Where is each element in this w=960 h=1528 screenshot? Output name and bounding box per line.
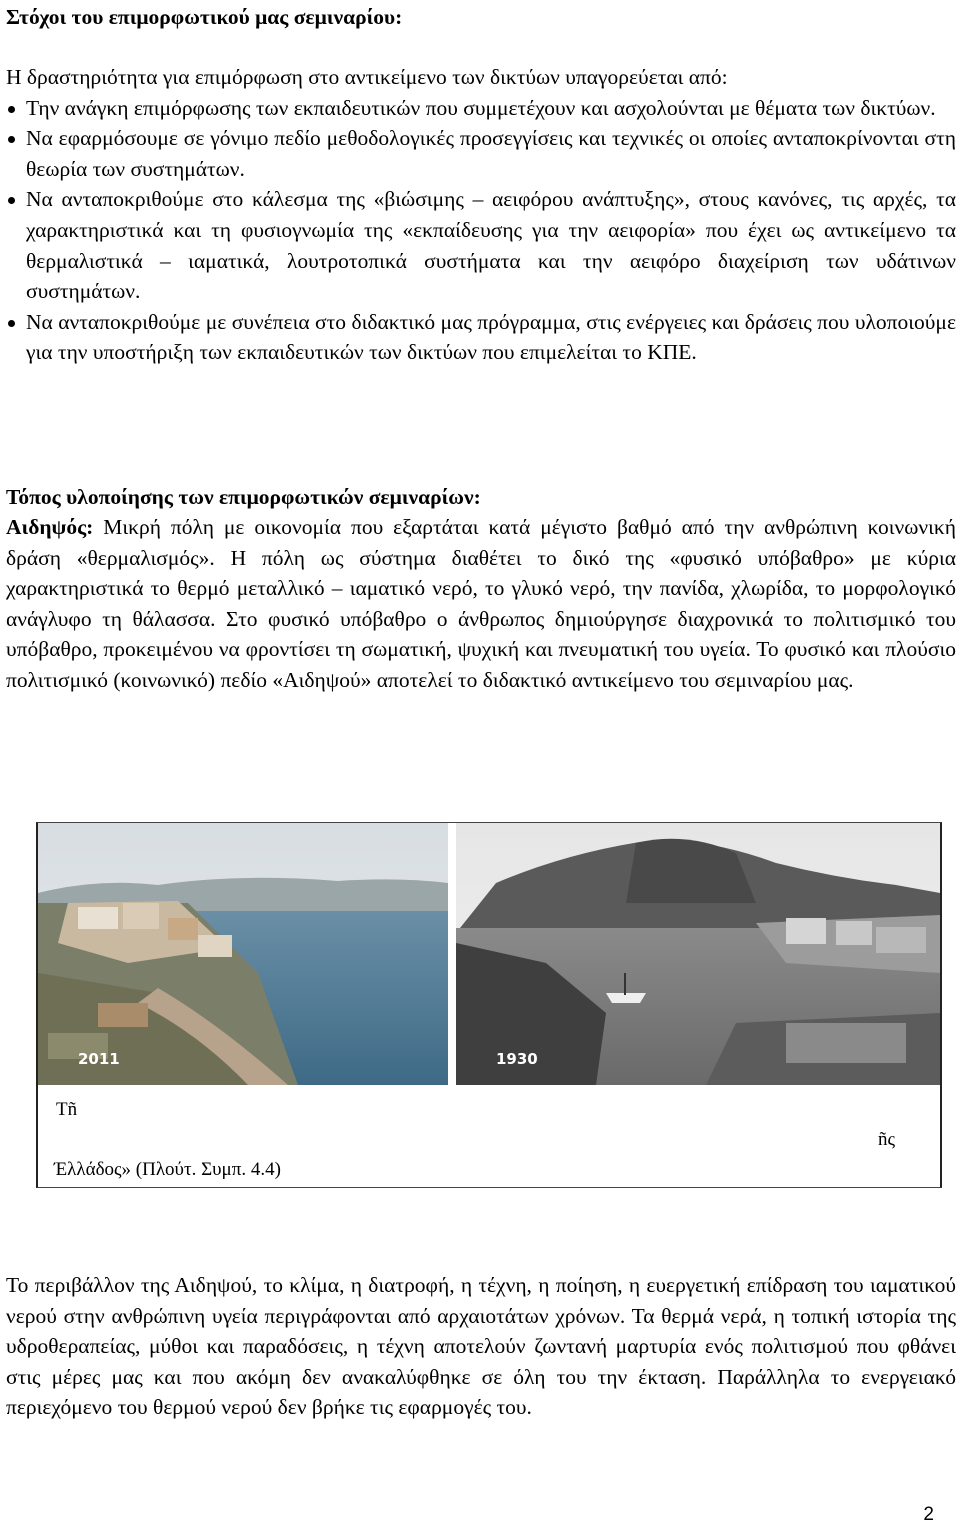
photo-figure [36, 822, 942, 1188]
page-number: 2 [923, 1504, 934, 1525]
location-term: Αιδηψός: [6, 515, 94, 539]
aidipsos-2011-image [38, 823, 448, 1085]
year-label-1930: 1930 [496, 1050, 538, 1068]
bullet-icon [8, 320, 15, 327]
bullet-icon [8, 197, 15, 204]
caption-fragment: ñς [878, 1129, 896, 1150]
location-section [6, 512, 956, 696]
year-label-2011: 2011 [78, 1050, 120, 1068]
bullet-text: Την ανάγκη επιμόρφωσης των εκπαιδευτικών που συμμετέχουν και ασχολούνται με θέματα των δικτύων. [26, 95, 936, 120]
goals-intro: Η δραστηριότητα για επιμόρφωση στο αντικείμενο των δικτύων υπαγορεύεται από: [6, 65, 728, 89]
bullet-text: Να ανταποκριθούμε στο κάλεσμα της «βιώσιμης – αειφόρου ανάπτυξης», στους κανόνες, τις αρχές, τα χαρακτηριστικά και τη φυσιογνωμία της «εκπαίδευσης για την αειφορία» που έχει ως αντικείμενο τα θερμαλιστικά – ιαματικά, λουτροτοπικά συστήματα και την αειφόρο διαχείριση των υδάτινων συστημάτων. [26, 187, 956, 304]
goals-section [6, 62, 956, 368]
goals-bullet-list [6, 93, 956, 368]
goals-bullet-item [6, 184, 956, 306]
goals-bullet-item [6, 307, 956, 368]
bullet-text: Να εφαρμόσουμε σε γόνιμο πεδίο μεθοδολογικές προσεγγίσεις και τεχνικές οι οποίες ανταποκρίνονται στη θεωρία των συστημάτων. [26, 126, 956, 181]
closing-paragraph: Το περιβάλλον της Αιδηψού, το κλίμα, η διατροφή, η τέχνη, η ποίηση, η ευεργετική επίδραση του ιαματικού νερού στην ανθρώπινη υγεία περιγράφονται από αρχαιοτάτων χρόνων. Τα θερμά νερά, η τοπική ιστορία της υδροθεραπείας, μύθοι και παραδόσεις, η τέχνη αποτελούν ζωντανή μαρτυρία ενός πολιτισμού που φθάνει στις μέρες μας και που ακόμη δεν ανακαλύφθηκε σε όλη του την έκταση. Παράλληλα το ενεργειακό περιεχόμενο του θερμού νερού δεν βρήκε τις εφαρμογές του. [6, 1273, 956, 1420]
goals-heading: Στόχοι του επιμορφωτικού μας σεμιναρίου: [6, 5, 403, 29]
bullet-icon [8, 106, 15, 113]
goals-bullet-item [6, 93, 956, 124]
bullet-icon [8, 136, 15, 143]
location-paragraph [6, 512, 956, 696]
closing-section [6, 1270, 956, 1423]
aidipsos-1930-image [456, 823, 940, 1085]
bullet-text: Να ανταποκριθούμε με συνέπεια στο διδακτικό μας πρόγραμμα, στις ενέργειες και δράσεις που υλοποιούμε για την υποστήριξη των εκπαιδευτικών των δικτύων που επιμελείται το ΚΠΕ. [26, 309, 956, 365]
location-heading: Τόπος υλοποίησης των επιμορφωτικών σεμιναρίων: [6, 485, 481, 509]
caption-citation: Έλλάδος» (Πλούτ. Συμπ. 4.4) [54, 1159, 281, 1180]
goals-bullet-item [6, 123, 956, 184]
location-text: Μικρή πόλη με οικονομία που εξαρτάται κατά μέγιστο βαθμό από την ανθρώπινη κοινωνική δράση «θερμαλισμός». Η πόλη ως σύστημα διαθέτει το δικό της «φυσικό υπόβαθρο» με κύρια χαρακτηριστικά το θερμό μεταλλικό – ιαματικό νερό, το γλυκό νερό, την πανίδα, χλωρίδα, το μορφολογικό ανάγλυφο τη θάλασσα. Στο φυσικό υπόβαθρο ο άνθρωπος δημιούργησε διαχρονικά το πολιτισμικό του υπόβαθρο, προκειμένου να φροντίσει τη σωματική, ψυχική και πνευματική του υγεία. Το φυσικό και πλούσιο πολιτισμικό (κοινωνικό) πεδίο «Αιδηψού» αποτελεί το διδακτικό αντικείμενο του σεμιναρίου μας. [6, 515, 956, 692]
caption-fragment: Τñ [56, 1099, 78, 1120]
aidipsos-1930-photo [456, 823, 940, 1085]
aidipsos-2011-photo [38, 823, 448, 1085]
